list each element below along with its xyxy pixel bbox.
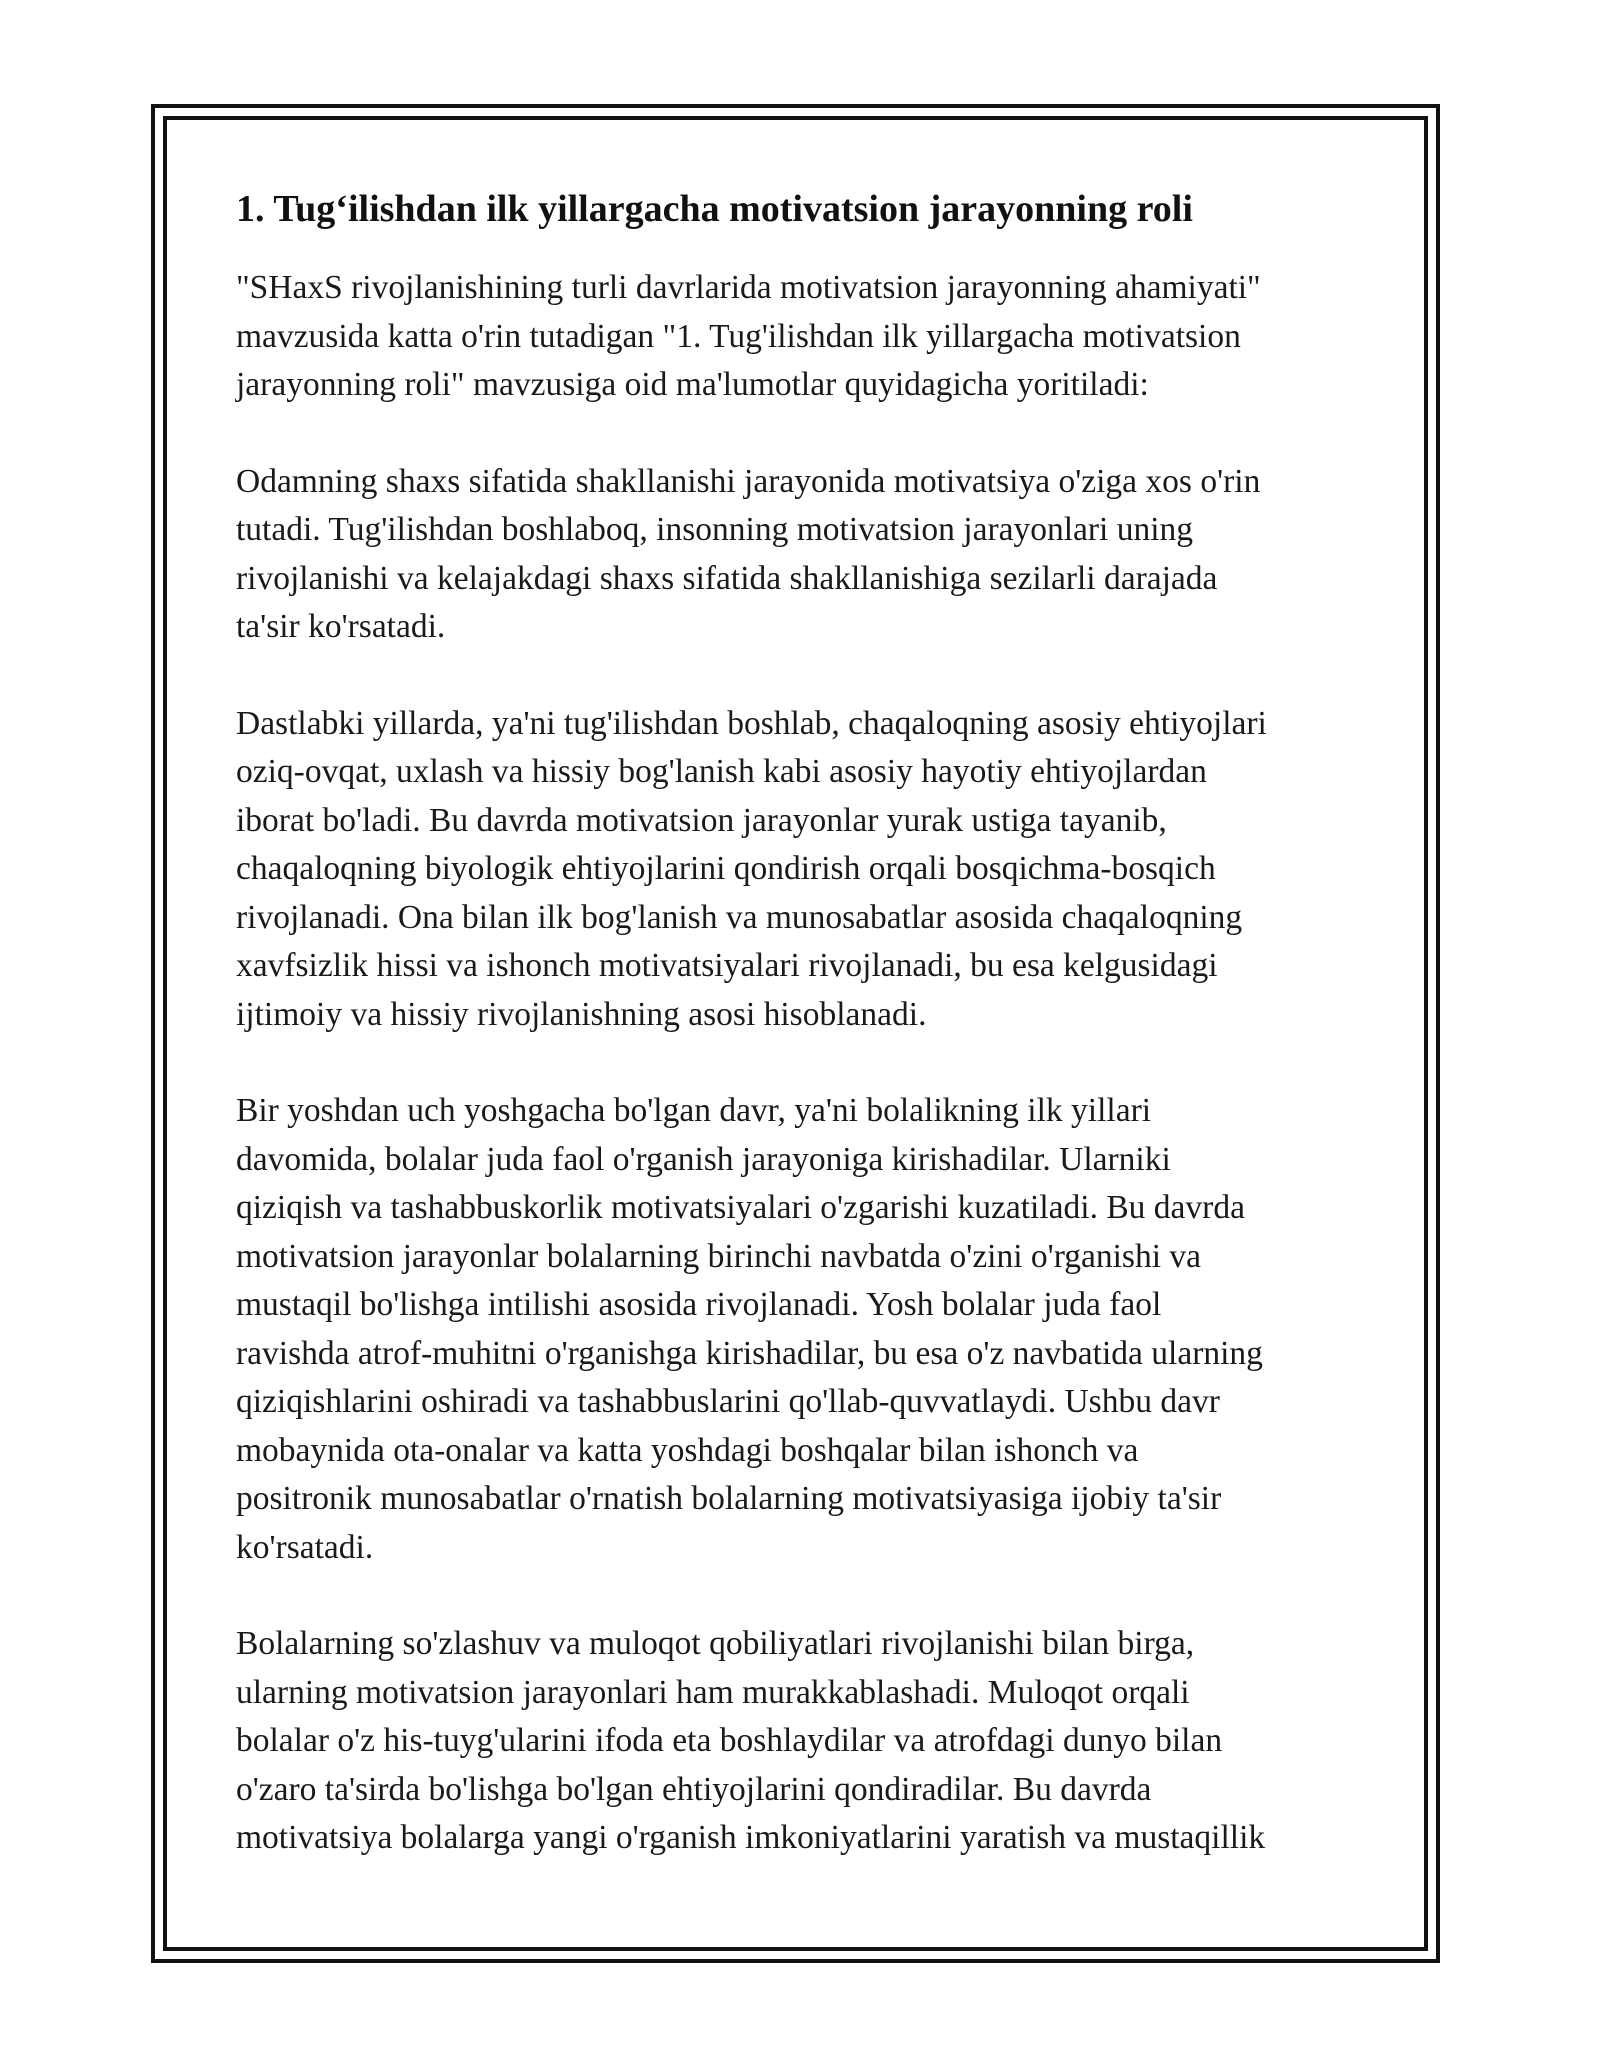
text-line: tutadi. Tug'ilishdan boshlaboq, insonning motivatsion jarayonlari uning: [236, 511, 1194, 548]
text-line: mavzusida katta o'rin tutadigan "1. Tug'ilishdan ilk yillargacha motivatsion: [236, 317, 1241, 355]
text-line: mustaqil bo'lishga intilishi asosida rivojlanadi. Yosh bolalar juda faol: [236, 1286, 1162, 1323]
paragraph-communication: [236, 1620, 1386, 1863]
text-line: Dastlabki yillarda, ya'ni tug'ilishdan boshlab, chaqaloqning asosiy ehtiyojlari: [236, 704, 1267, 742]
text-line: rivojlanadi. Ona bilan ilk bog'lanish va munosabatlar asosida chaqaloqning: [236, 898, 1243, 936]
text-line: qiziqishlarini oshiradi va tashabbuslarini qo'llab-quvvatlaydi. Ushbu davr: [236, 1383, 1220, 1420]
text-line: motivatsiya bolalarga yangi o'rganish imkoniyatlarini yaratish va mustaqillik: [236, 1819, 1266, 1856]
text-line: "SHaxS rivojlanishining turli davrlarida motivatsion jarayonning ahamiyati": [236, 269, 1261, 306]
text-line: mobaynida ota-onalar va katta yoshdagi boshqalar bilan ishonch va: [236, 1431, 1139, 1469]
text-line: Odamning shaxs sifatida shakllanishi jarayonida motivatsiya o'ziga xos o'rin: [236, 462, 1261, 500]
text-line: ijtimoiy va hissiy rivojlanishning asosi hisoblanadi.: [236, 995, 927, 1033]
paragraph-formation: [236, 458, 1386, 652]
paragraph-intro: [236, 264, 1386, 410]
section-heading: 1. Tug‘ilishdan ilk yillargacha motivatsion jarayonning roli: [236, 188, 1193, 230]
text-line: motivatsion jarayonlar bolalarning birinchi navbatda o'zini o'rganishi va: [236, 1237, 1202, 1275]
text-line: ravishda atrof-muhitni o'rganishga kirishadilar, bu esa o'z navbatida ularning: [236, 1334, 1263, 1372]
text-line: ko'rsatadi.: [236, 1528, 374, 1566]
document-body: [236, 184, 1386, 1911]
text-line: ularning motivatsion jarayonlari ham murakkablashadi. Muloqot orqali: [236, 1673, 1190, 1711]
text-line: Bir yoshdan uch yoshgacha bo'lgan davr, ya'ni bolalikning ilk yillari: [236, 1092, 1152, 1129]
text-line: qiziqish va tashabbuskorlik motivatsiyalari o'zgarishi kuzatiladi. Bu davrda: [236, 1189, 1245, 1226]
text-line: iborat bo'ladi. Bu davrda motivatsion jarayonlar yurak ustiga tayanib,: [236, 801, 1167, 839]
text-line: o'zaro ta'sirda bo'lishga bo'lgan ehtiyojlarini qondiradilar. Bu davrda: [236, 1770, 1152, 1808]
text-line: davomida, bolalar juda faol o'rganish jarayoniga kirishadilar. Ularniki: [236, 1140, 1171, 1178]
text-line: jarayonning roli" mavzusiga oid ma'lumotlar quyidagicha yoritiladi:: [236, 366, 1149, 403]
text-line: rivojlanishi va kelajakdagi shaxs sifatida shakllanishiga sezilarli darajada: [236, 559, 1218, 597]
paragraph-toddler-years: [236, 1087, 1386, 1572]
text-line: bolalar o'z his-tuyg'ularini ifoda eta boshlaydilar va atrofdagi dunyo bilan: [236, 1722, 1223, 1759]
text-line: positronik munosabatlar o'rnatish bolalarning motivatsiyasiga ijobiy ta'sir: [236, 1480, 1222, 1517]
text-line: Bolalarning so'zlashuv va muloqot qobiliyatlari rivojlanishi bilan birga,: [236, 1625, 1195, 1662]
text-line: xavfsizlik hissi va ishonch motivatsiyalari rivojlanadi, bu esa kelgusidagi: [236, 947, 1218, 984]
paragraph-early-years: [236, 700, 1386, 1040]
text-line: oziq-ovqat, uxlash va hissiy bog'lanish kabi asosiy hayotiy ehtiyojlardan: [236, 753, 1207, 790]
text-line: chaqaloqning biyologik ehtiyojlarini qondirish orqali bosqichma-bosqich: [236, 850, 1216, 887]
text-line: ta'sir ko'rsatadi.: [236, 608, 446, 645]
